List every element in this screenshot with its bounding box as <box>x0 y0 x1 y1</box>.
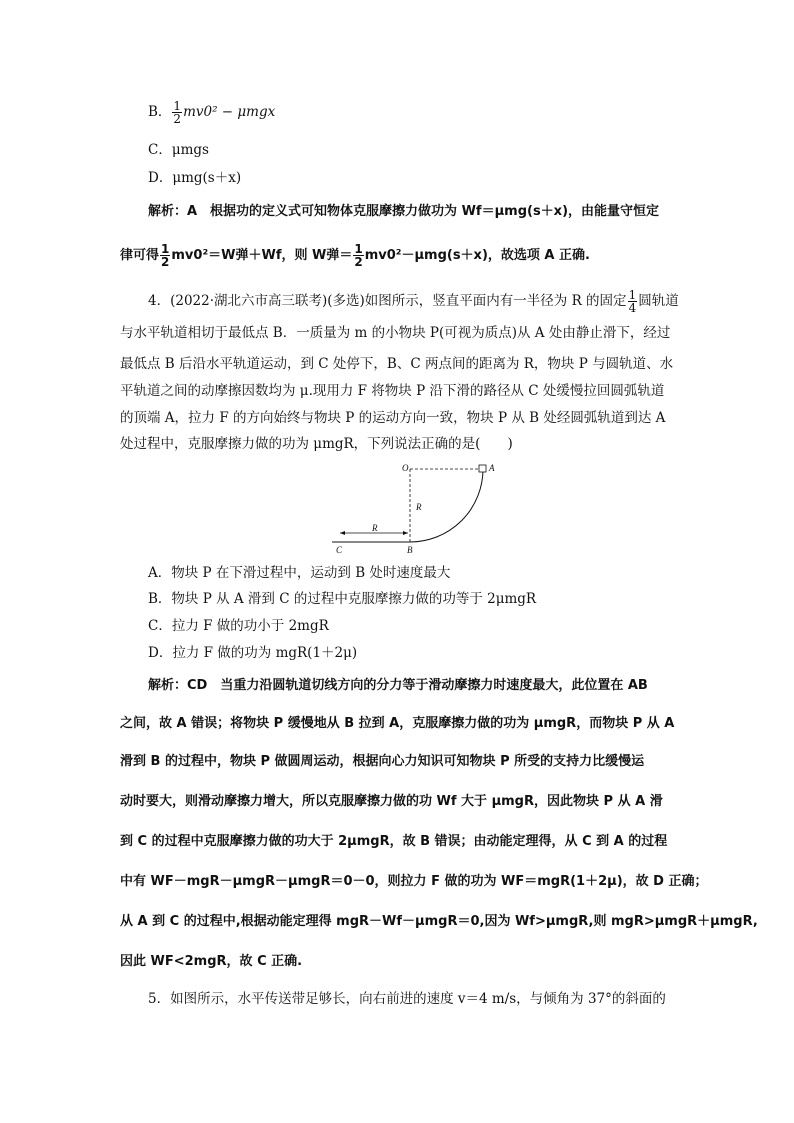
fraction: $\frac{1}{2}$ <box>354 242 363 269</box>
option-b: B．物块 P 从 A 滑到 C 的过程中克服摩擦力做的功等于 2μmgR <box>148 591 537 607</box>
analysis-line: 解析：A 根据功的定义式可知物体克服摩擦力做功为 Wf＝μmg(s＋x)，由能量守恒定 <box>148 204 660 219</box>
option-d: D．拉力 F 做的功为 mgR(1＋2μ) <box>148 645 358 661</box>
label-b: B <box>407 545 413 555</box>
label-r-horizontal: R <box>372 523 378 533</box>
circular-track-figure <box>330 458 510 558</box>
question-line: 4．(2022·湖北六市高三联考)(多选)如图所示，竖直平面内有一半径为 R 的固定 $\frac{1}{4}$ 圆轨道 <box>148 288 679 315</box>
analysis-line: 解析：CD 当重力沿圆轨道切线方向的分力等于滑动摩擦力时速度最大，此位置在 AB <box>148 678 648 693</box>
analysis-line: 之间，故 A 错误；将物块 P 缓慢地从 B 拉到 A，克服摩擦力做的功为 μmgR，而物块 P 从 A <box>120 716 675 731</box>
fraction: $\frac{1}{4}$ <box>628 288 637 315</box>
option-a: A．物块 P 在下滑过程中，运动到 B 处时速度最大 <box>148 565 451 581</box>
analysis-line: 滑到 B 的过程中，物块 P 做圆周运动，根据向心力知识可知物块 P 所受的支持力比缓慢运 <box>120 754 645 769</box>
option-text: mv0² − μmgx <box>183 104 276 120</box>
analysis-line: 中有 WF－mgR－μmgR－μmgR＝0－0，则拉力 F 做的功为 WF＝mgR(1＋2μ)，故 D 正确； <box>120 874 708 889</box>
option-label: B． <box>148 104 172 120</box>
option-c: C．μmgs <box>148 142 209 158</box>
analysis-line: 律可得 $\frac{1}{2}$ mv0²＝W弹＋Wf，则 W弹＝ $\frac{1}{2}$ mv0²－μmg(s＋x)，故选项 A 正确. <box>120 242 590 269</box>
option-b <box>148 100 676 125</box>
question-line: 平轨道之间的动摩擦因数均为 μ.现用力 F 将物块 P 沿下滑的路径从 C 处缓慢拉回圆弧轨道 <box>120 383 665 399</box>
fraction: $\frac{1}{2}$ <box>173 99 182 126</box>
analysis-line: 到 C 的过程中克服摩擦力做的功大于 2μmgR，故 B 错误；由动能定理得，从 C 到 A 的过程 <box>120 834 668 849</box>
arrow-head-right <box>403 531 408 535</box>
question-line: 与水平轨道相切于最低点 B．一质量为 m 的小物块 P(可视为质点)从 A 处由静止滑下，经过 <box>120 325 671 341</box>
label-a: A <box>489 463 495 473</box>
analysis-line: 动时要大，则滑动摩擦力增大，所以克服摩擦力做的功 Wf 大于 μmgR，因此物块 P 从 A 滑 <box>120 794 663 809</box>
fraction: $\frac{1}{2}$ <box>161 242 170 269</box>
arrow-head-left <box>340 531 345 535</box>
option-d: D．μmg(s＋x) <box>148 170 242 186</box>
label-c: C <box>336 545 343 555</box>
block-p <box>479 465 486 472</box>
question-line: 的顶端 A，拉力 F 的方向始终与物块 P 的运动方向一致，物块 P 从 B 处经圆弧轨道到达 A <box>120 410 666 426</box>
question-line: 5．如图所示，水平传送带足够长，向右前进的速度 v＝4 m/s，与倾角为 37°的斜面的 <box>148 991 666 1007</box>
question-line: 处过程中，克服摩擦力做的功为 μmgR，下列说法正确的是( ) <box>120 436 513 452</box>
analysis-line: 因此 WF<2mgR，故 C 正确. <box>120 954 303 969</box>
label-r-vertical: R <box>416 502 422 512</box>
analysis-line: 从 A 到 C 的过程中,根据动能定理得 mgR－Wf－μmgR＝0,因为 Wf>μmgR,则 mgR>μmgR＋μmgR, <box>120 914 758 929</box>
option-c: C．拉力 F 做的功小于 2mgR <box>148 618 329 634</box>
question-line: 最低点 B 后沿水平轨道运动，到 C 处停下，B、C 两点间的距离为 R，物块 P 与圆轨道、水 <box>120 356 674 372</box>
label-o: O <box>402 463 409 473</box>
